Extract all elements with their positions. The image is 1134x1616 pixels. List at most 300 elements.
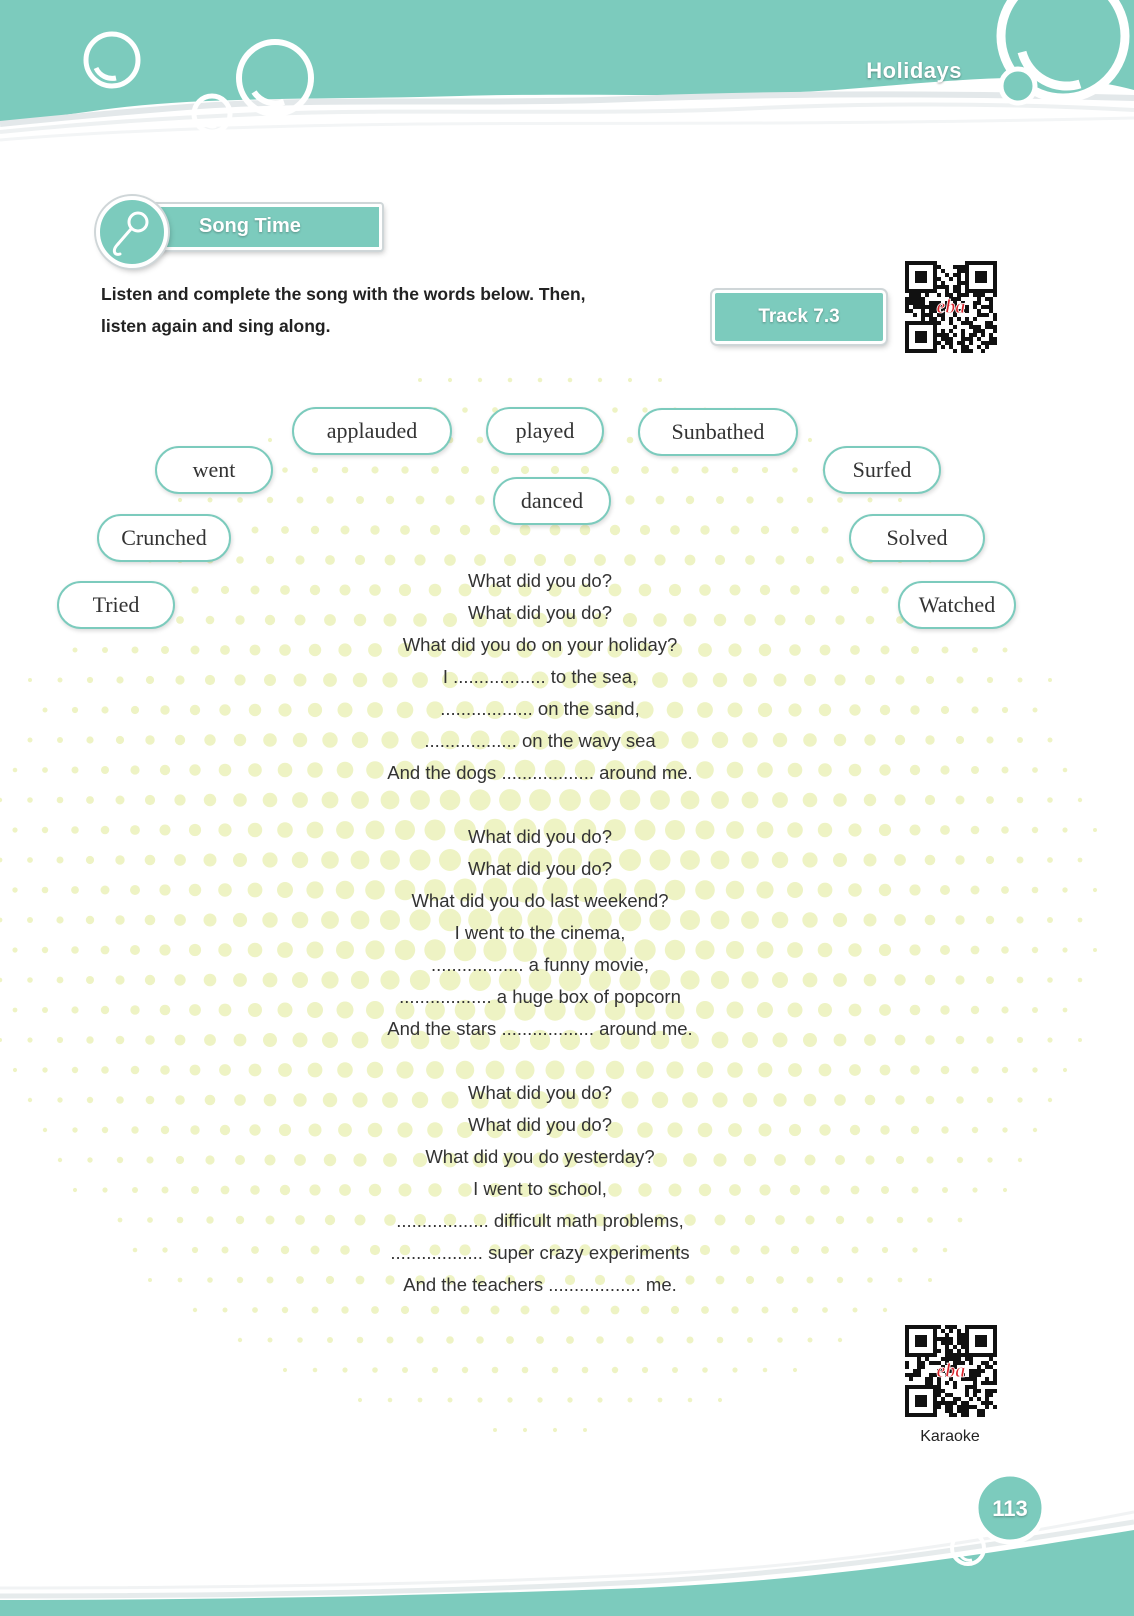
halftone-dot [223, 1308, 228, 1313]
halftone-dot [880, 1125, 889, 1134]
halftone-dot [743, 1093, 757, 1107]
halftone-dot [715, 555, 725, 565]
halftone-dot [866, 616, 875, 625]
halftone-dot [248, 763, 262, 777]
halftone-dot [309, 1184, 320, 1195]
halftone-dot [894, 974, 905, 985]
word-pill-danced[interactable]: danced [493, 477, 611, 525]
halftone-dot [341, 526, 350, 535]
halftone-dot [806, 556, 814, 564]
halftone-dot [971, 1066, 979, 1074]
halftone-dot [416, 1336, 423, 1343]
halftone-dot [774, 1154, 786, 1166]
halftone-dot [326, 1276, 334, 1284]
halftone-dot [732, 467, 739, 474]
halftone-dot [867, 1277, 873, 1283]
halftone-dot [281, 526, 289, 534]
halftone-dot [848, 943, 861, 956]
halftone-dot [772, 972, 788, 988]
lyric-line: What did you do on your holiday? [402, 634, 678, 655]
halftone-dot [972, 647, 978, 653]
halftone-dot [297, 497, 304, 504]
halftone-dot [1018, 678, 1023, 683]
halftone-dot [658, 378, 662, 382]
halftone-dot [741, 911, 759, 929]
halftone-dot [145, 735, 154, 744]
halftone-dot [102, 647, 108, 653]
halftone-dot [956, 676, 963, 683]
lyric-line: What did you do? [468, 1082, 612, 1103]
halftone-dot [773, 1093, 786, 1106]
halftone-dot [803, 1033, 817, 1047]
halftone-dot [987, 1097, 993, 1103]
halftone-dot [251, 1246, 259, 1254]
halftone-dot [538, 378, 543, 383]
halftone-dot [160, 765, 170, 775]
halftone-dot [836, 1216, 844, 1224]
halftone-dot [551, 466, 559, 474]
halftone-dot [987, 677, 993, 683]
halftone-dot [147, 1217, 153, 1223]
halftone-dot [821, 586, 830, 595]
halftone-dot [233, 913, 247, 927]
halftone-dot [293, 733, 307, 747]
halftone-dot [356, 496, 364, 504]
halftone-dot [1047, 917, 1053, 923]
halftone-dot [925, 975, 935, 985]
halftone-dot [292, 792, 308, 808]
halftone-dot [971, 706, 978, 713]
halftone-dot [57, 1097, 62, 1102]
halftone-dot [204, 794, 216, 806]
halftone-dot [42, 827, 48, 833]
halftone-dot [476, 1336, 484, 1344]
halftone-dot [1047, 797, 1053, 803]
halftone-dot [806, 1216, 815, 1225]
halftone-dot [1001, 1006, 1008, 1013]
halftone-dot [701, 466, 708, 473]
halftone-dot [788, 1063, 802, 1077]
halftone-dot [925, 915, 936, 926]
halftone-dot [763, 1368, 768, 1373]
halftone-dot [234, 734, 246, 746]
halftone-dot [787, 942, 803, 958]
halftone-dot [718, 1398, 722, 1402]
halftone-dot [116, 796, 125, 805]
halftone-dot [220, 1125, 230, 1135]
halftone-dot [294, 1154, 306, 1166]
halftone-dot [777, 497, 784, 504]
halftone-dot [72, 1127, 77, 1132]
halftone-dot [746, 1276, 754, 1284]
halftone-dot [27, 1037, 32, 1042]
halftone-dot [775, 1215, 785, 1225]
instructions-line-2: listen again and sing along. [101, 316, 331, 336]
halftone-dot [1002, 1067, 1008, 1073]
halftone-dot [13, 768, 18, 773]
halftone-dot [804, 1094, 817, 1107]
halftone-dot [640, 525, 650, 535]
halftone-dot [925, 855, 936, 866]
halftone-dot [834, 1094, 846, 1106]
halftone-dot [852, 1247, 859, 1254]
halftone-dot [233, 973, 247, 987]
halftone-dot [101, 826, 110, 835]
halftone-dot [756, 881, 773, 898]
lyric-line: .................. a huge box of popcorn [399, 986, 681, 1007]
halftone-dot [1002, 767, 1009, 774]
halftone-dot [86, 736, 93, 743]
halftone-dot [218, 943, 231, 956]
halftone-dot [788, 1003, 803, 1018]
halftone-dot [864, 734, 875, 745]
halftone-dot [414, 554, 425, 565]
halftone-dot [102, 1187, 107, 1192]
halftone-dot [115, 975, 124, 984]
halftone-dot [956, 736, 964, 744]
halftone-dot [86, 1036, 93, 1043]
track-button[interactable]: Track 7.3 [712, 290, 886, 344]
halftone-dot [835, 615, 844, 624]
halftone-dot [248, 883, 263, 898]
halftone-dot [928, 1278, 932, 1282]
halftone-dot [249, 1064, 262, 1077]
halftone-dot [218, 823, 231, 836]
halftone-dot [0, 918, 2, 923]
unit-title: Holidays [866, 58, 962, 83]
halftone-dot [116, 1096, 124, 1104]
halftone-dot [836, 556, 844, 564]
halftone-dot [868, 498, 873, 503]
halftone-dot [387, 1337, 394, 1344]
halftone-dot [189, 824, 201, 836]
halftone-dot [321, 851, 339, 869]
halftone-dot [942, 647, 949, 654]
halftone-dot [159, 884, 170, 895]
halftone-dot [190, 1125, 199, 1134]
halftone-dot [626, 1336, 634, 1344]
halftone-dot [865, 675, 875, 685]
halftone-dot [175, 1035, 186, 1046]
halftone-dot [598, 378, 602, 382]
word-pill-surfed[interactable]: Surfed [823, 446, 941, 494]
halftone-dot [851, 1186, 860, 1195]
halftone-dot [759, 1124, 772, 1137]
halftone-dot [221, 586, 229, 594]
page-number: 113 [992, 1496, 1028, 1521]
halftone-dot [312, 467, 318, 473]
halftone-dot [448, 378, 452, 382]
halftone-dot [1017, 737, 1023, 743]
halftone-dot [582, 1367, 589, 1374]
halftone-dot [478, 378, 482, 382]
halftone-dot [658, 1398, 663, 1403]
halftone-dot [191, 646, 200, 655]
verse-3 [340, 1077, 740, 1301]
halftone-dot [325, 555, 335, 565]
halftone-dot [13, 1008, 18, 1013]
halftone-dot [12, 887, 17, 892]
lyric-line: .................. super crazy experiments [390, 1242, 690, 1263]
halftone-dot [372, 1367, 378, 1373]
halftone-dot [818, 763, 832, 777]
halftone-dot [956, 1096, 964, 1104]
halftone-dot [819, 1124, 830, 1135]
halftone-dot [219, 1004, 232, 1017]
halftone-dot [312, 1307, 319, 1314]
word-pill-went[interactable]: went [155, 446, 273, 494]
halftone-dot [145, 975, 155, 985]
halftone-dot [208, 498, 213, 503]
halftone-dot [611, 466, 619, 474]
halftone-dot [1032, 947, 1038, 953]
halftone-dot [115, 855, 124, 864]
karaoke-qr-code-icon[interactable] [905, 1325, 997, 1417]
halftone-dot [148, 1278, 152, 1282]
halftone-dot [72, 1067, 78, 1073]
halftone-dot [28, 738, 33, 743]
halftone-dot [176, 1156, 184, 1164]
halftone-dot [940, 765, 949, 774]
halftone-dot [28, 1098, 32, 1102]
halftone-dot [911, 646, 919, 654]
halftone-dot [1033, 1128, 1037, 1132]
halftone-dot [251, 586, 260, 595]
halftone-dot [822, 527, 829, 534]
halftone-dot [741, 971, 758, 988]
halftone-dot [86, 976, 94, 984]
halftone-dot [700, 525, 709, 534]
halftone-dot [56, 916, 63, 923]
halftone-dot [628, 378, 632, 382]
halftone-dot [775, 555, 784, 564]
halftone-dot [819, 1064, 832, 1077]
word-pill-applauded[interactable]: applauded [292, 407, 452, 455]
halftone-dot [191, 1186, 199, 1194]
halftone-dot [956, 796, 965, 805]
halftone-dot [293, 1093, 306, 1106]
halftone-dot [263, 733, 277, 747]
halftone-dot [821, 1246, 829, 1254]
halftone-dot [1017, 977, 1024, 984]
halftone-dot [206, 1216, 213, 1223]
halftone-dot [86, 856, 94, 864]
halftone-dot [1018, 1158, 1022, 1162]
halftone-dot [879, 764, 890, 775]
halftone-dot [671, 1306, 679, 1314]
word-pill-tried[interactable]: Tried [57, 581, 175, 629]
halftone-dot [174, 974, 185, 985]
word-pill-watched[interactable]: Watched [898, 581, 1016, 629]
halftone-dot [293, 1033, 308, 1048]
halftone-dot [221, 1186, 230, 1195]
halftone-dot [321, 971, 338, 988]
song-lyrics [340, 565, 740, 1301]
halftone-dot [941, 706, 949, 714]
halftone-dot [418, 1398, 423, 1403]
halftone-dot [553, 1428, 557, 1432]
lyric-line: What did you do? [468, 1114, 612, 1135]
halftone-dot [371, 1306, 379, 1314]
halftone-dot [0, 798, 2, 802]
halftone-dot [757, 762, 773, 778]
halftone-dot [477, 1397, 482, 1402]
word-pill-played[interactable]: played [486, 407, 604, 455]
halftone-dot [492, 1367, 499, 1374]
halftone-dot [746, 496, 754, 504]
halftone-dot [759, 644, 771, 656]
halftone-dot [477, 437, 484, 444]
halftone-dot [803, 733, 817, 747]
halftone-dot [1078, 858, 1083, 863]
halftone-dot [791, 526, 799, 534]
word-pill-crunched[interactable]: Crunched [97, 514, 231, 562]
halftone-dot [772, 792, 788, 808]
halftone-dot [775, 615, 786, 626]
halftone-dot [252, 1307, 258, 1313]
halftone-dot [747, 1337, 753, 1343]
halftone-dot [178, 1278, 183, 1283]
halftone-dot [116, 736, 124, 744]
halftone-dot [57, 857, 64, 864]
halftone-dot [159, 944, 170, 955]
halftone-dot [536, 1336, 544, 1344]
halftone-dot [57, 797, 64, 804]
halftone-dot [281, 1246, 289, 1254]
halftone-dot [742, 1032, 758, 1048]
halftone-dot [744, 1154, 756, 1166]
halftone-dot [265, 615, 275, 625]
halftone-dot [87, 1097, 93, 1103]
halftone-dot [205, 675, 215, 685]
halftone-dot [160, 825, 171, 836]
halftone-dot [971, 826, 980, 835]
halftone-dot [1078, 918, 1083, 923]
halftone-dot [807, 1277, 814, 1284]
halftone-dot [178, 498, 182, 502]
halftone-dot [849, 1004, 862, 1017]
halftone-dot [101, 886, 110, 895]
halftone-dot [297, 1337, 303, 1343]
halftone-dot [910, 825, 921, 836]
halftone-dot [72, 767, 79, 774]
halftone-dot [116, 676, 123, 683]
halftone-dot [0, 978, 2, 983]
halftone-dot [957, 1157, 963, 1163]
lyric-line: What did you do? [468, 826, 612, 847]
halftone-dot [849, 764, 862, 777]
halftone-dot [1078, 798, 1082, 802]
halftone-dot [262, 912, 277, 927]
halftone-dot [1003, 1188, 1007, 1192]
halftone-dot [742, 792, 759, 809]
halftone-dot [894, 794, 905, 805]
halftone-dot [641, 1306, 650, 1315]
halftone-dot [925, 795, 935, 805]
halftone-dot [264, 1094, 277, 1107]
halftone-dot [248, 1003, 262, 1017]
halftone-dot [773, 1033, 788, 1048]
halftone-dot [520, 525, 531, 536]
halftone-dot [758, 703, 772, 717]
halftone-dot [1001, 886, 1009, 894]
qr-code-icon[interactable] [905, 261, 997, 353]
halftone-dot [12, 827, 17, 832]
halftone-dot [1063, 1008, 1068, 1013]
halftone-dot [191, 586, 198, 593]
halftone-dot [987, 1157, 992, 1162]
halftone-dot [160, 705, 169, 714]
halftone-dot [971, 946, 980, 955]
halftone-dot [926, 676, 934, 684]
halftone-dot [102, 1127, 108, 1133]
halftone-dot [986, 796, 994, 804]
halftone-dot [925, 1035, 935, 1045]
halftone-dot [101, 1066, 109, 1074]
halftone-dot [189, 764, 200, 775]
halftone-dot [1032, 887, 1039, 894]
halftone-dot [42, 887, 49, 894]
halftone-dot [131, 706, 139, 714]
halftone-dot [324, 614, 336, 626]
halftone-dot [262, 852, 277, 867]
halftone-dot [249, 704, 261, 716]
halftone-dot [73, 648, 78, 653]
halftone-dot [358, 1398, 362, 1402]
halftone-dot [248, 823, 262, 837]
halftone-dot [263, 973, 278, 988]
halftone-dot [189, 884, 201, 896]
halftone-dot [174, 914, 186, 926]
halftone-dot [264, 674, 276, 686]
halftone-dot [145, 795, 155, 805]
halftone-dot [882, 1247, 888, 1253]
halftone-dot [772, 852, 788, 868]
halftone-dot [808, 438, 812, 442]
halftone-dot [292, 912, 309, 929]
halftone-dot [551, 1306, 560, 1315]
halftone-dot [1093, 888, 1097, 892]
halftone-dot [848, 823, 861, 836]
halftone-dot [850, 645, 860, 655]
halftone-dot [732, 1367, 737, 1372]
word-pill-sunbathed[interactable]: Sunbathed [638, 408, 798, 456]
halftone-dot [268, 438, 272, 442]
halftone-dot [1032, 1067, 1037, 1072]
halftone-dot [117, 1157, 123, 1163]
lyric-line: .................. difficult math problems, [396, 1210, 684, 1231]
halftone-dot [145, 915, 156, 926]
halftone-dot [881, 646, 890, 655]
halftone-dot [787, 882, 803, 898]
halftone-dot [808, 1338, 813, 1343]
halftone-dot [567, 1397, 572, 1402]
halftone-dot [190, 1065, 201, 1076]
halftone-dot [986, 856, 994, 864]
halftone-dot [523, 1428, 527, 1432]
halftone-dot [313, 1368, 318, 1373]
halftone-dot [717, 1337, 724, 1344]
halftone-dot [133, 1248, 138, 1253]
halftone-dot [835, 1155, 845, 1165]
halftone-dot [864, 914, 877, 927]
halftone-dot [940, 1005, 949, 1014]
word-pill-solved[interactable]: Solved [849, 514, 985, 562]
halftone-dot [744, 614, 756, 626]
halftone-dot [445, 495, 454, 504]
halftone-dot [986, 976, 994, 984]
halftone-dot [834, 734, 846, 746]
